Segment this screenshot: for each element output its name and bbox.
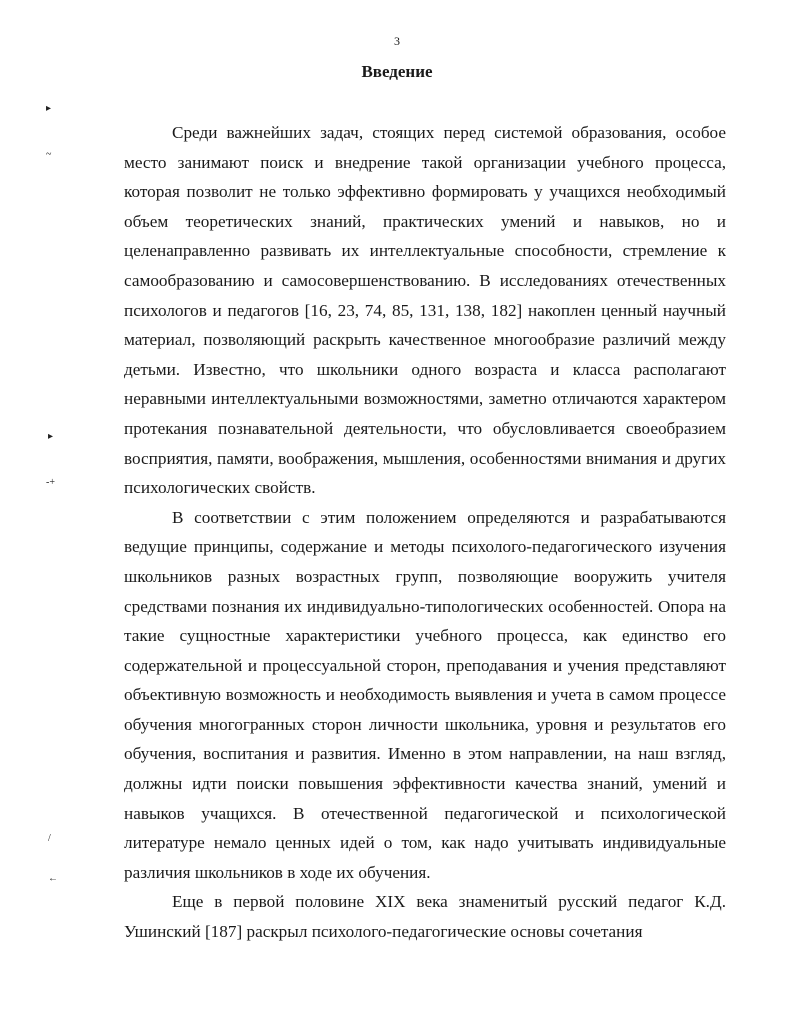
page-number: 3 bbox=[394, 34, 400, 48]
scan-mark-icon: ▸ bbox=[48, 431, 54, 442]
scan-mark-icon: ~ bbox=[46, 149, 52, 160]
scan-mark-icon: -+ bbox=[46, 477, 55, 488]
paragraph: Среди важнейших задач, стоящих перед системой образования, особое место занимают поиск и внедрение такой организации учебного процесса, которая позволит не только эффективно формировать у учащихся необходимый объем теоретических знаний, практических умений и навыков, но и целенаправленно развивать их интеллектуальные способности, стремление к самообразованию и самосовершенствованию. В исследованиях отечественных психологов и педагогов [16, 23, 74, 85, 131, 138, 182] накоплен ценный научный материал, позволяющий раскрыть качественное многообразие различий между детьми. Известно, что школьники одного возраста и класса располагают неравными интеллектуальными возможностями, заметно отличаются характером протекания познавательной деятельности, что обусловливается своеобразием восприятия, памяти, воображения, мышления, особенностями внимания и других психологических свойств. bbox=[124, 123, 726, 498]
page-title: Введение bbox=[361, 62, 433, 81]
paragraph: В соответствии с этим положением определяются и разрабатываются ведущие принципы, содержание и методы психолого-педагогического изучения школьников разных возрастных групп, позволяющие вооружить учителя средствами познания их индивидуально-типологических особенностей. Опора на такие сущностные характеристики учебного процесса, как единство его содержательной и процессуальной сторон, преподавания и учения представляют объективную возможность и необходимость выявления и учета в самом процессе обучения многогранных сторон личности школьника, уровня и результатов его обучения, воспитания и развития. Именно в этом направлении, на наш взгляд, должны идти поиски повышения эффективности качества знаний, умений и навыков учащихся. В отечественной педагогической и психологической литературе немало ценных идей о том, как надо учитывать индивидуальные различия школьников в ходе их обучения. bbox=[124, 507, 726, 882]
paragraph: Еще в первой половине XIX века знаменитый русский педагог К.Д. Ушинский [187] раскрыл психолого-педагогические основы сочетания bbox=[124, 892, 726, 942]
scan-mark-icon: / bbox=[48, 833, 51, 844]
body-text bbox=[124, 118, 726, 947]
scan-mark-icon: ▸ bbox=[46, 103, 52, 114]
scan-mark-icon: ← bbox=[48, 873, 58, 884]
